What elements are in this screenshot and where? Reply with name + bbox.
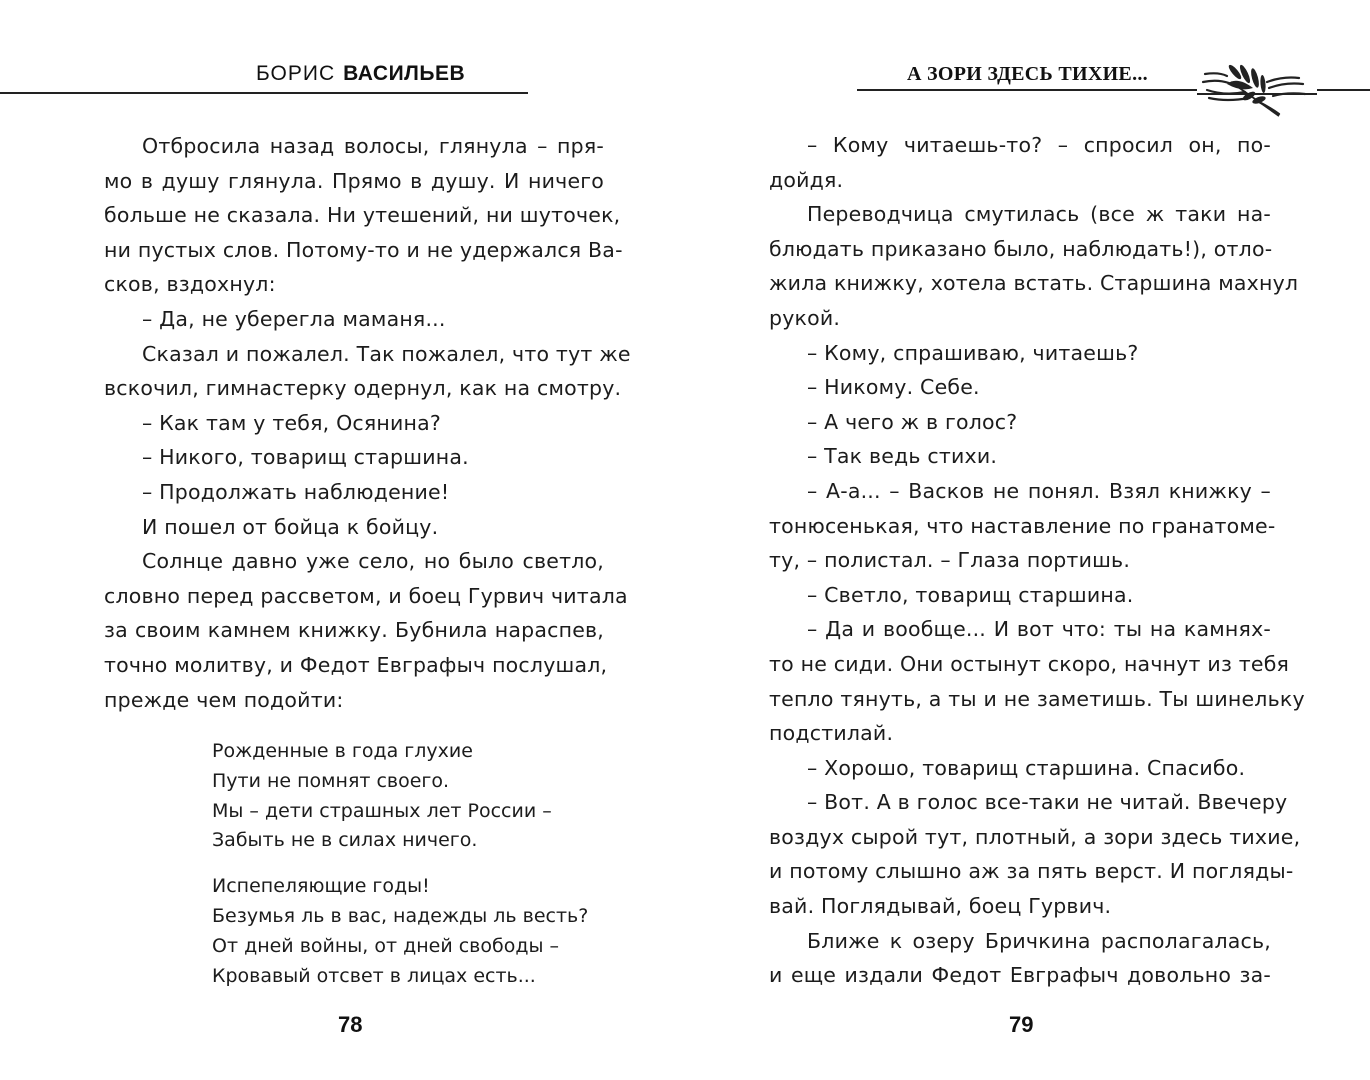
poem-line: Кровавый отсвет в лицах есть... [212, 964, 536, 987]
text-line: блюдать приказано было, наблюдать!), отло- [769, 236, 1273, 261]
poem-line: Испепеляющие годы! [212, 875, 430, 898]
text-line: больше не сказала. Ни утешений, ни шуточек, [104, 203, 621, 228]
text-line: то не сиди. Они остынут скоро, начнут из тебя [769, 651, 1290, 676]
poem-line: Забыть не в силах ничего. [212, 829, 478, 852]
text-line: – Да и вообще... И вот что: ты на камнях- [807, 617, 1271, 642]
page-number: 79 [1009, 1012, 1034, 1037]
text-line: И пошел от бойца к бойцу. [142, 514, 439, 539]
text-line: ту, – полистал. – Глаза портишь. [769, 548, 1131, 573]
running-head-title: А ЗОРИ ЗДЕСЬ ТИХИЕ... [907, 63, 1148, 85]
text-line: Переводчица смутилась (все ж таки на- [807, 202, 1271, 227]
poem-line: Безумья ль в вас, надежды ль весть? [212, 904, 589, 927]
text-line: – Продолжать наблюдение! [142, 479, 450, 504]
text-line: – Да, не уберегла маманя... [142, 306, 446, 331]
text-line: – А чего ж в голос? [807, 409, 1018, 434]
text-line: – Кому, спрашиваю, читаешь? [807, 340, 1139, 365]
text-line: – Как там у тебя, Осянина? [142, 410, 441, 435]
text-line: – Светло, товарищ старшина. [807, 582, 1134, 607]
header-rule [0, 92, 528, 94]
text-line: тепло тянуть, а ты и не заметишь. Ты шинельку [769, 686, 1305, 711]
text-line: Ближе к озеру Бричкина располагалась, [807, 928, 1271, 953]
text-line: дойдя. [769, 167, 844, 192]
poem [212, 737, 588, 991]
page-number: 78 [338, 1012, 363, 1037]
poem-line: От дней войны, от дней свободы – [212, 934, 560, 957]
text-line: рукой. [769, 305, 841, 330]
text-line: вай. Поглядывай, боец Гурвич. [769, 894, 1112, 919]
body-text [104, 129, 631, 717]
text-line: словно перед рассветом, и боец Гурвич читала [104, 583, 628, 608]
text-line: – Так ведь стихи. [807, 444, 998, 469]
text-line: вскочил, гимнастерку одернул, как на смотру. [104, 376, 622, 401]
poem-line: Пути не помнят своего. [212, 769, 450, 792]
poem-line: Рожденные в года глухие [212, 740, 473, 762]
text-line: воздух сырой тут, плотный, а зори здесь тихие, [769, 824, 1301, 849]
running-head-author [256, 62, 465, 86]
text-line: – Хорошо, товарищ старшина. Спасибо. [807, 755, 1246, 780]
right-page [685, 0, 1370, 1080]
laurel-branch-ribbon-icon [1197, 52, 1317, 124]
text-line: прежде чем подойти: [104, 687, 344, 712]
poem-stanza [212, 737, 588, 856]
text-line: Отбросила назад волосы, глянула – пря- [142, 134, 604, 158]
text-line: – Никого, товарищ старшина. [142, 445, 469, 470]
text-line: – Вот. А в голос все-таки не читай. Ввечеру [807, 790, 1288, 815]
poem-line: Мы – дети страшных лет России – [212, 799, 552, 822]
text-line: мо в душу глянула. Прямо в душу. И ничего [104, 168, 604, 193]
text-line: и еще издали Федот Евграфыч довольно за- [769, 963, 1271, 988]
text-line: – Кому читаешь-то? – спросил он, по- [807, 133, 1271, 157]
text-line: – Никому. Себе. [807, 375, 980, 400]
text-line: жила книжку, хотела встать. Старшина махнул [769, 271, 1299, 296]
text-line: Сказал и пожалел. Так пожалел, что тут же [142, 341, 631, 366]
body-text [769, 128, 1305, 993]
text-line: Солнце давно уже село, но было светло, [142, 549, 604, 574]
text-line: точно молитву, и Федот Евграфыч послушал, [104, 652, 608, 677]
text-line: тонюсенькая, что наставление по гранатоме- [769, 513, 1276, 538]
author-last-name: ВАСИЛЬЕВ [343, 62, 466, 85]
text-line: ни пустых слов. Потому-то и не удержался Ва- [104, 237, 623, 262]
text-line: и потому слышно аж за пять верст. И погляды- [769, 859, 1294, 884]
text-line: сков, вздохнул: [104, 272, 276, 297]
text-line: за своим камнем книжку. Бубнила нараспев, [104, 618, 604, 643]
poem-stanza [212, 872, 588, 991]
text-line: подстилай. [769, 721, 894, 746]
author-first-name: БОРИС [256, 62, 336, 85]
text-line: – А-а... – Васков не понял. Взял книжку – [807, 478, 1271, 503]
